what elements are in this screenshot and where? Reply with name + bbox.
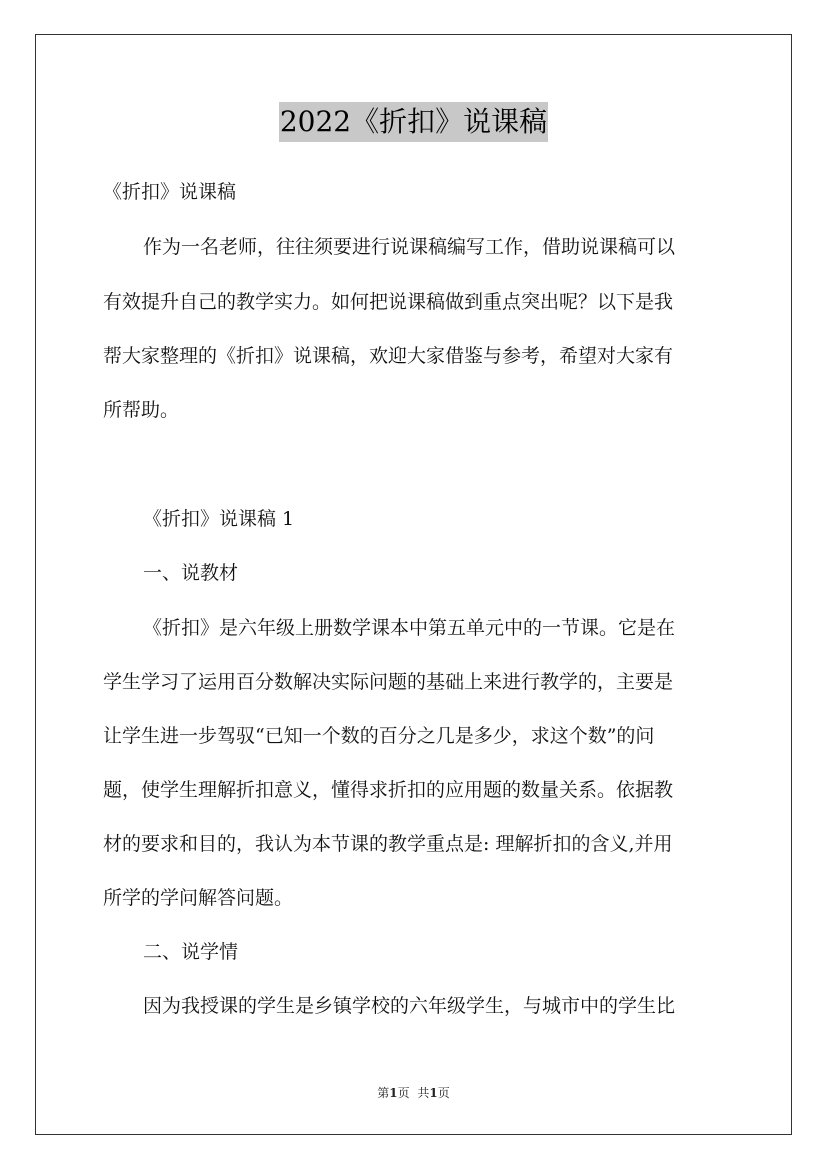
part1-line: 学生学习了运用百分数解决实际问题的基础上来进行教学的，主要是 (103, 671, 674, 693)
part1-line: 让学生进一步驾驭“已知一个数的百分之几是多少，求这个数”的问 (103, 725, 655, 747)
document-heading: 《折扣》说课稿 (103, 181, 237, 203)
title-container (0, 102, 827, 142)
intro-line: 帮大家整理的《折扣》说课稿，欢迎大家借鉴与参考，希望对大家有 (103, 345, 674, 367)
total-prefix: 共 (417, 1086, 430, 1100)
intro-line: 有效提升自己的教学实力。如何把说课稿做到重点突出呢？以下是我 (103, 291, 674, 313)
total-suffix: 页 (437, 1086, 450, 1100)
page-prefix: 第 (377, 1086, 390, 1100)
part1-line: 所学的学问解答问题。 (103, 887, 294, 909)
part1-line: 材的要求和目的，我认为本节课的教学重点是: 理解折扣的含义,并用 (103, 833, 673, 855)
part2-heading: 二、说学情 (143, 941, 239, 963)
page-suffix: 页 (397, 1086, 410, 1100)
intro-line: 所帮助。 (103, 399, 180, 421)
intro-line: 作为一名老师，往往须要进行说课稿编写工作，借助说课稿可以 (143, 236, 676, 258)
part1-heading: 一、说教材 (143, 562, 239, 584)
section-title: 《折扣》说课稿 1 (143, 508, 295, 530)
part1-line: 题，使学生理解折扣意义，懂得求折扣的应用题的数量关系。依据教 (103, 779, 674, 801)
part2-line: 因为我授课的学生是乡镇学校的六年级学生，与城市中的学生比 (143, 995, 676, 1017)
page-number: 1 (389, 1086, 398, 1100)
total-pages: 1 (429, 1086, 438, 1100)
page-footer (0, 1085, 827, 1101)
part1-line: 《折扣》是六年级上册数学课本中第五单元中的一节课。它是在 (143, 617, 676, 639)
document-title: 2022《折扣》说课稿 (279, 102, 548, 142)
